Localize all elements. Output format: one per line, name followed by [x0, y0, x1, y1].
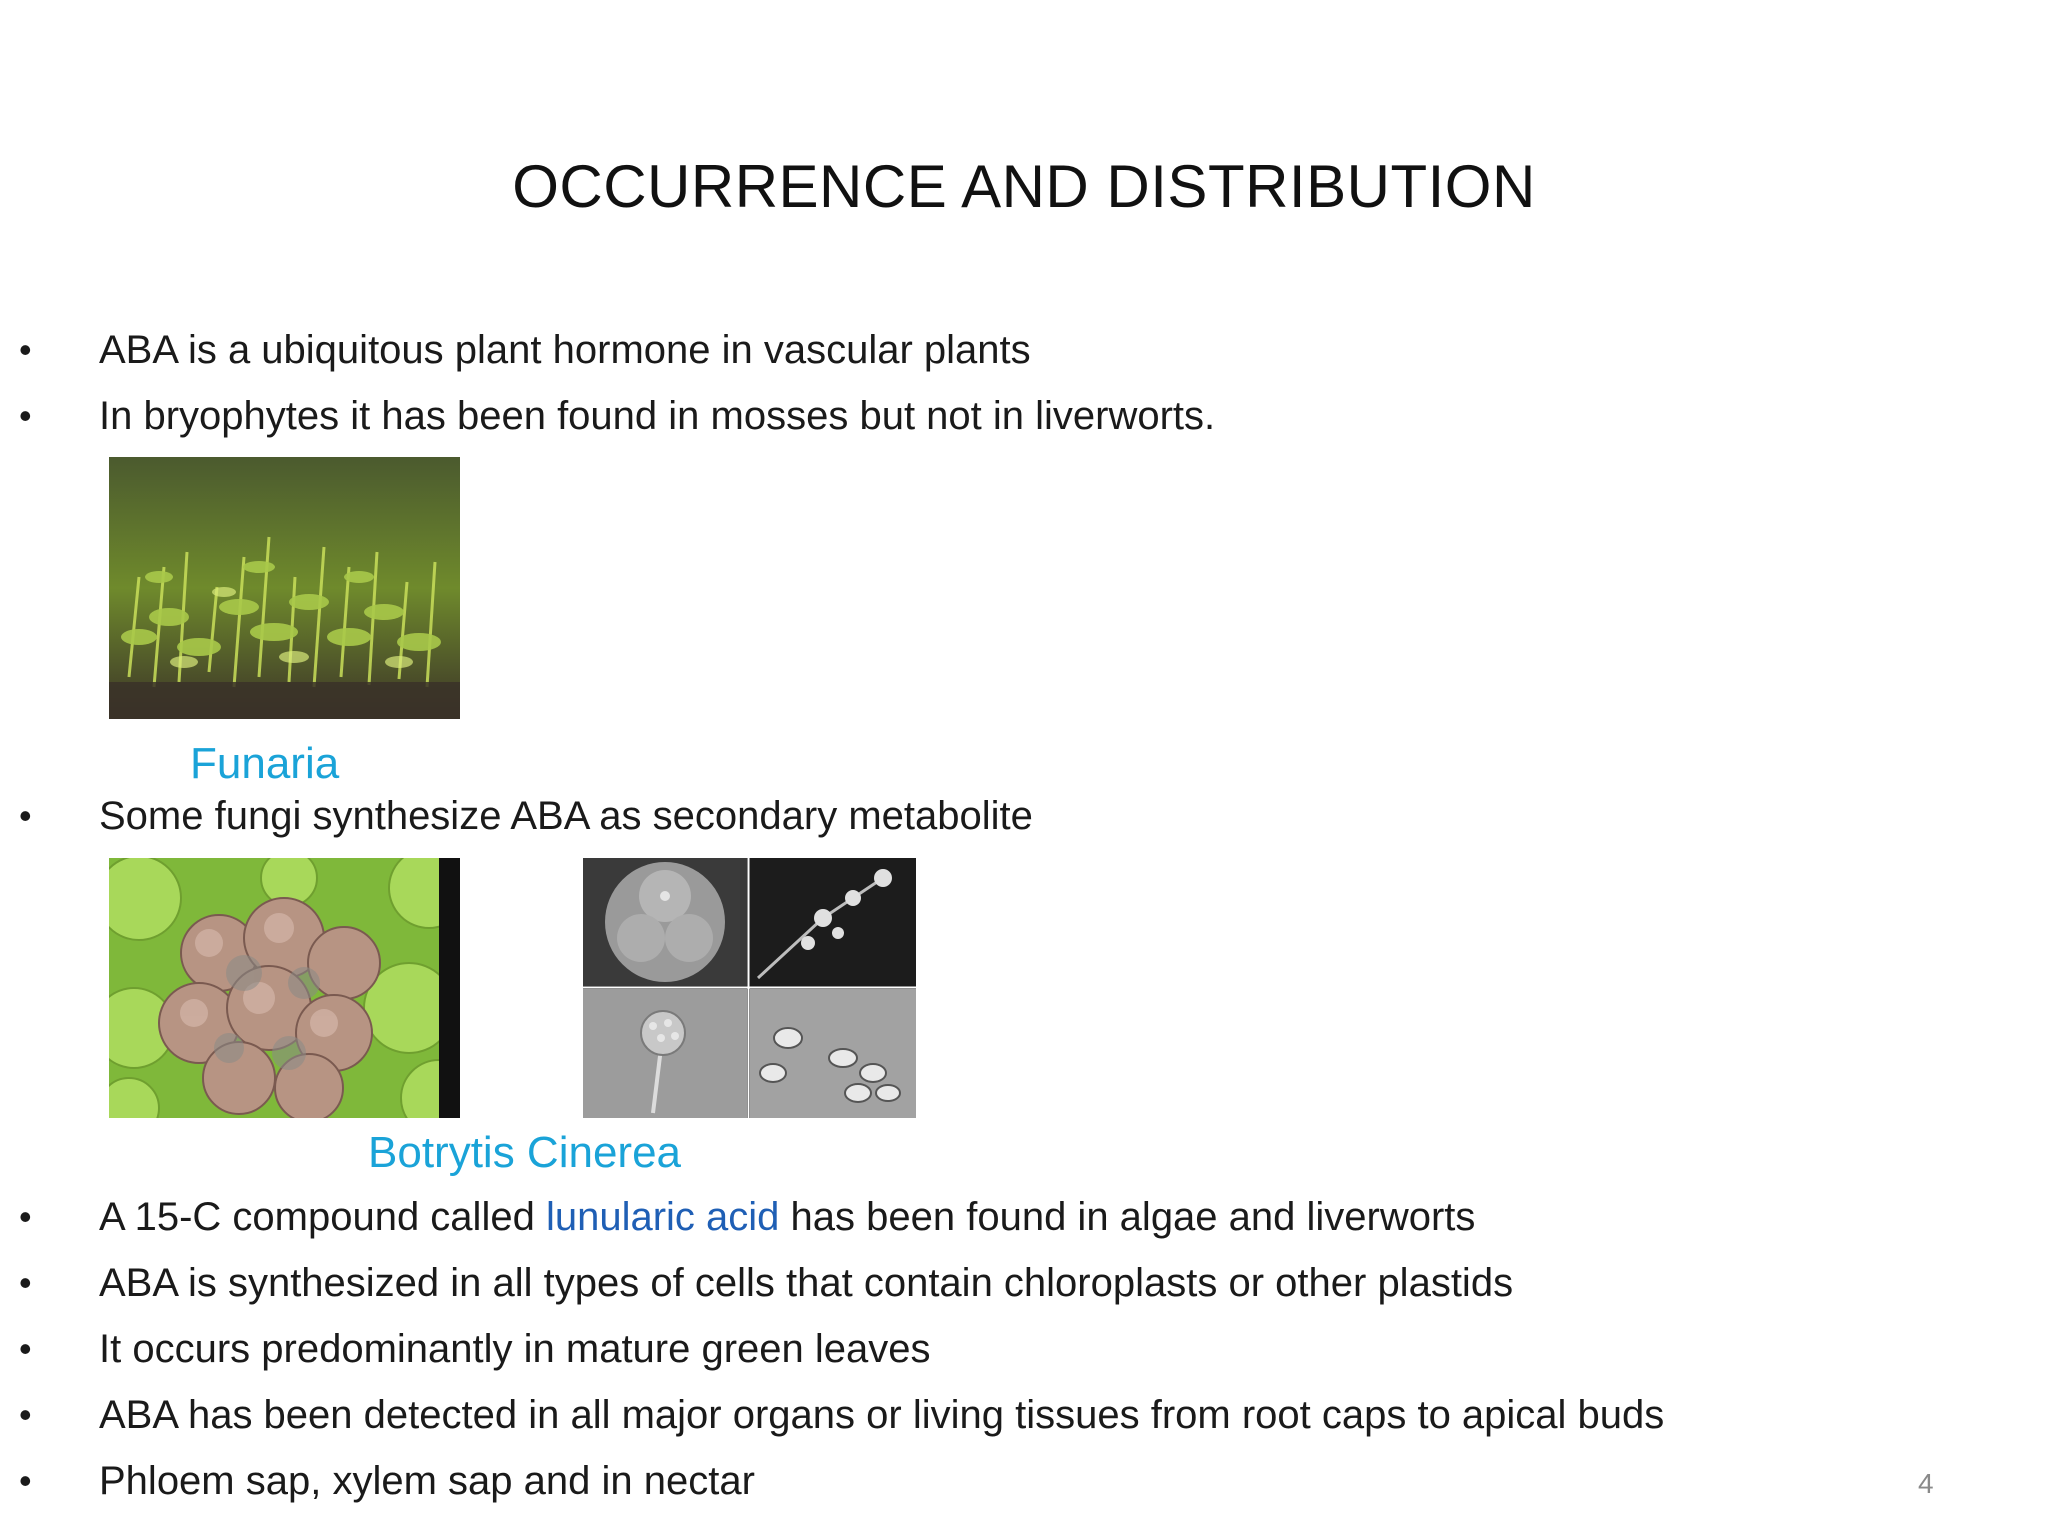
moss-image	[109, 457, 460, 719]
bullet-dot: •	[19, 795, 32, 836]
botrytis-caption: Botrytis Cinerea	[368, 1128, 682, 1177]
bullet-text: In bryophytes it has been found in mosses but not in liverworts.	[99, 394, 1216, 438]
bullet-text: ABA has been detected in all major organs or living tissues from root caps to apical buds	[99, 1393, 1665, 1437]
micrograph-image	[583, 858, 916, 1118]
bullet-text: It occurs predominantly in mature green leaves	[99, 1327, 931, 1371]
lunularic-acid-highlight: lunularic acid	[545, 1195, 780, 1239]
bullet-text-after: has been found in algae and liverworts	[779, 1195, 1476, 1239]
bullet-dot: •	[19, 1196, 32, 1237]
bullet-dot: •	[19, 1262, 32, 1303]
botrytis-micrograph-grid	[583, 858, 916, 1118]
bullet-text: Phloem sap, xylem sap and in nectar	[99, 1459, 755, 1503]
bullet-dot: •	[19, 329, 32, 370]
botrytis-grapes-photo	[109, 858, 460, 1118]
bullet-text: Some fungi synthesize ABA as secondary metabolite	[99, 794, 1033, 838]
bullet-dot: •	[19, 1394, 32, 1435]
grapes-image	[109, 858, 460, 1118]
bullet-text	[99, 1193, 1475, 1241]
bullet-text: ABA is a ubiquitous plant hormone in vascular plants	[99, 328, 1031, 372]
bullet-text-before: A 15-C compound called	[99, 1195, 546, 1239]
slide-title: OCCURRENCE AND DISTRIBUTION	[512, 153, 1536, 220]
page-number: 4	[1918, 1468, 1934, 1499]
funaria-caption: Funaria	[190, 739, 340, 788]
bullet-text: ABA is synthesized in all types of cells that contain chloroplasts or other plastids	[99, 1261, 1514, 1305]
bullet-dot: •	[19, 1328, 32, 1369]
funaria-moss-photo	[109, 457, 460, 719]
bullet-dot: •	[19, 1460, 32, 1501]
bullet-dot: •	[19, 395, 32, 436]
